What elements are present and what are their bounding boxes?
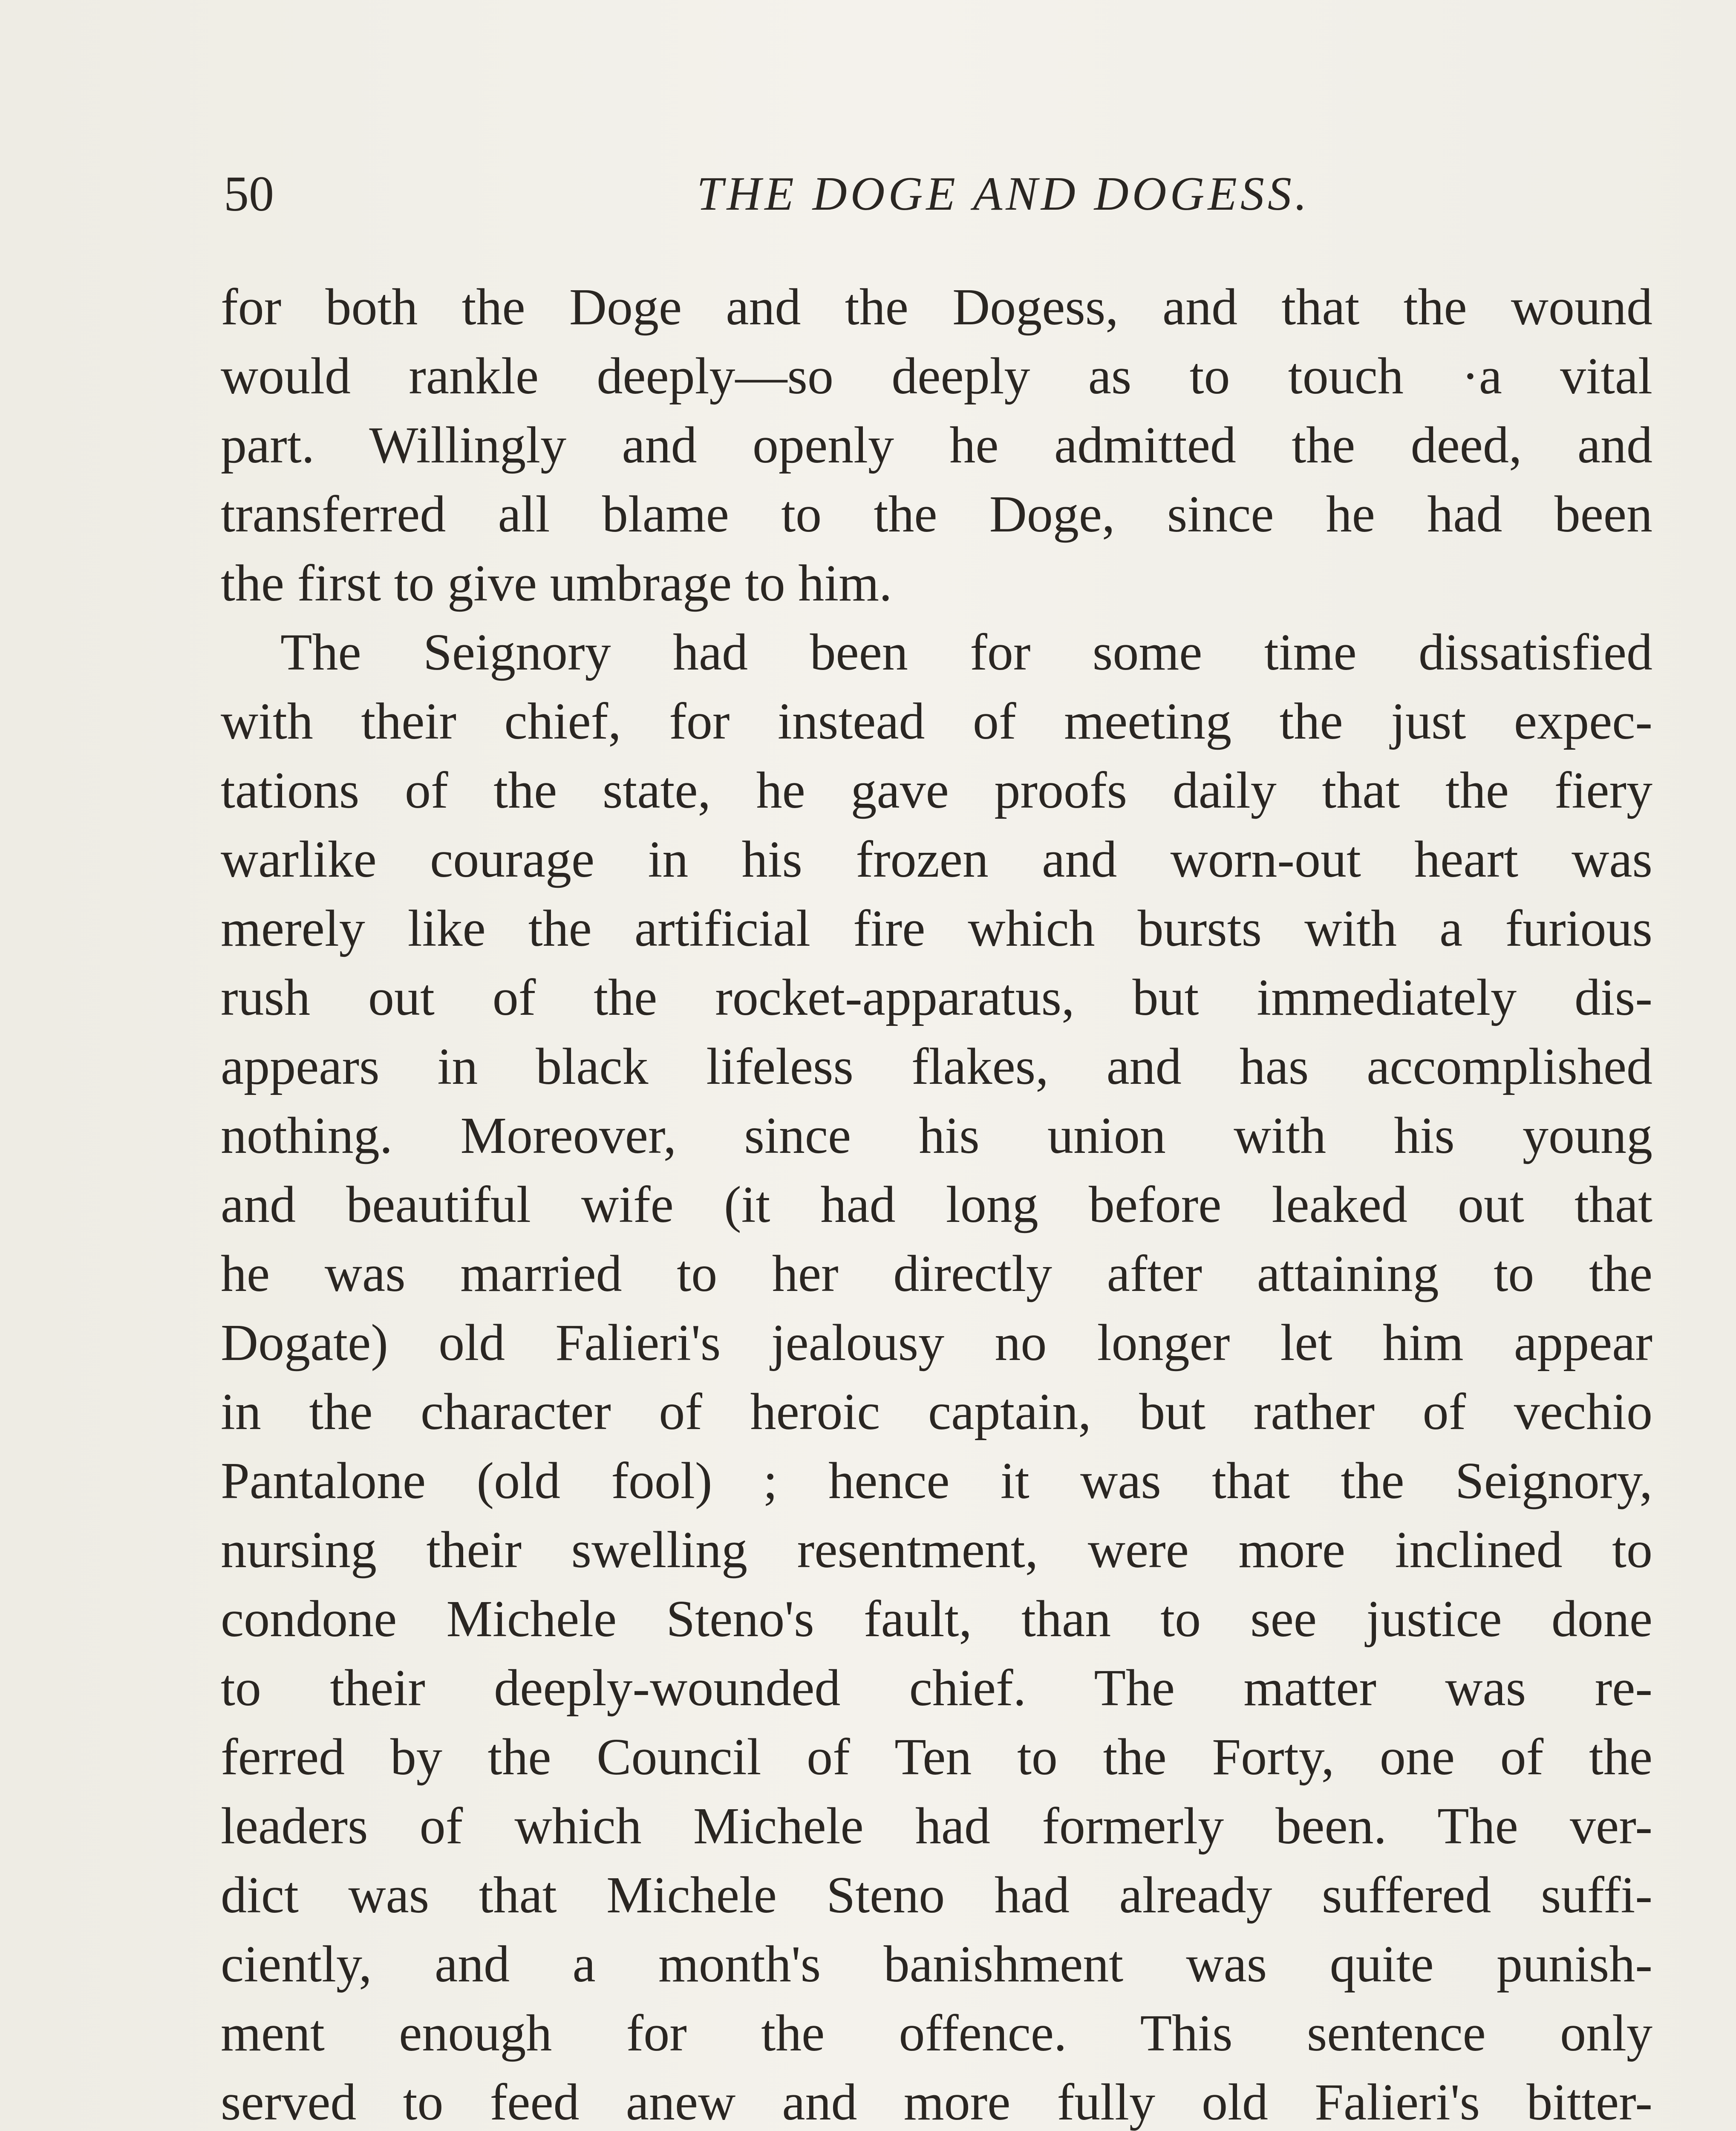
text-line: Pantalone (old fool) ; hence it was that the Seignory, [221, 1452, 1652, 1510]
running-title: THE DOGE AND DOGESS. [697, 167, 1310, 220]
page-header [224, 162, 1655, 226]
text-line: Dogate) old Falieri's jealousy no longer let him appear [221, 1314, 1652, 1372]
text-line: with their chief, for instead of meeting the just expec- [221, 693, 1652, 750]
text-line: and beautiful wife (it had long before leaked out that [221, 1176, 1652, 1233]
text-line: would rankle deeply—so deeply as to touch ·a vital [221, 347, 1652, 405]
text-line: dict was that Michele Steno had already suffered suffi- [221, 1866, 1652, 1924]
text-line: to their deeply-wounded chief. The matter was re- [221, 1659, 1652, 1717]
text-line: the first to give umbrage to him. [221, 554, 892, 612]
text-line: served to feed anew and more fully old Falieri's bitter- [221, 2073, 1652, 2131]
text-line: The Seignory had been for some time dissatisfied [280, 624, 1652, 681]
text-line: ment enough for the offence. This sentence only [221, 2004, 1652, 2062]
text-line: merely like the artificial fire which bursts with a furious [221, 900, 1652, 957]
text-line: he was married to her directly after attaining to the [221, 1245, 1652, 1302]
text-line: nothing. Moreover, since his union with his young [221, 1107, 1652, 1164]
body-text [221, 273, 1652, 2131]
text-line: ferred by the Council of Ten to the Forty, one of the [221, 1728, 1652, 1786]
text-line: ciently, and a month's banishment was quite punish- [221, 1935, 1652, 1993]
page-number: 50 [224, 166, 274, 222]
text-line: tations of the state, he gave proofs daily that the fiery [221, 762, 1652, 819]
text-line: appears in black lifeless flakes, and has accomplished [221, 1038, 1652, 1095]
text-line: leaders of which Michele had formerly been. The ver- [221, 1797, 1652, 1855]
text-line: rush out of the rocket-apparatus, but immediately dis- [221, 969, 1652, 1026]
text-line: condone Michele Steno's fault, than to see justice done [221, 1590, 1652, 1648]
text-line: for both the Doge and the Dogess, and that the wound [221, 278, 1652, 336]
text-line: transferred all blame to the Doge, since he had been [221, 485, 1652, 543]
text-line: in the character of heroic captain, but rather of vechio [221, 1383, 1652, 1441]
text-line: warlike courage in his frozen and worn-out heart was [221, 831, 1652, 888]
text-line: part. Willingly and openly he admitted the deed, and [221, 416, 1652, 474]
text-line: nursing their swelling resentment, were more inclined to [221, 1521, 1652, 1579]
